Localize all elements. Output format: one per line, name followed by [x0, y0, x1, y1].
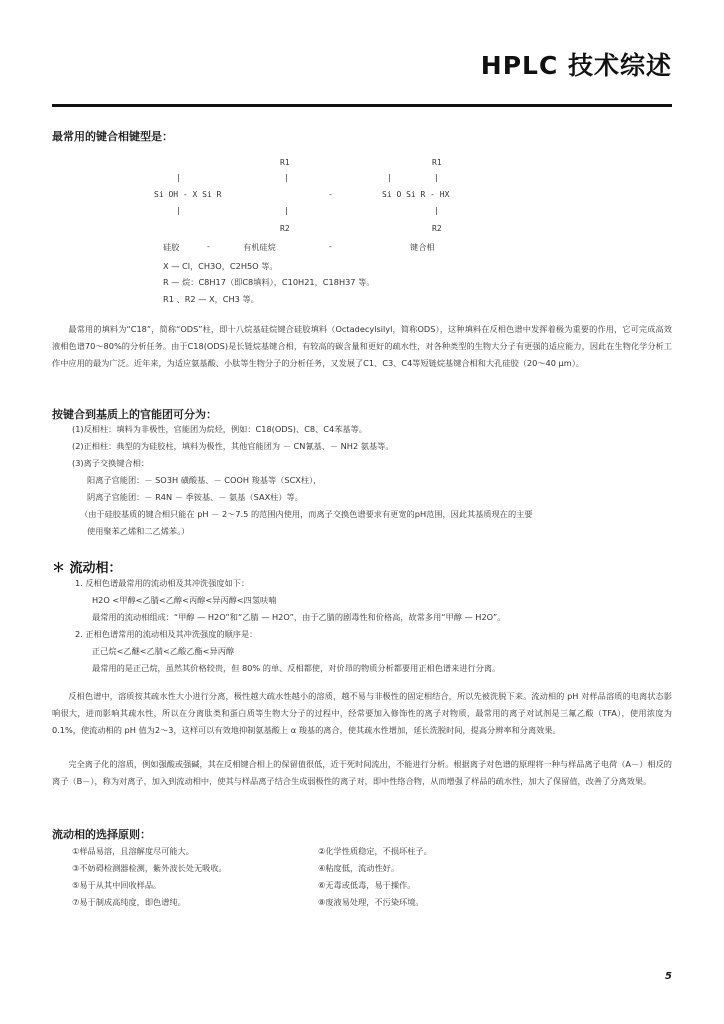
formula-bar: | — [434, 206, 439, 215]
label-silane: 有机硅烷 — [243, 242, 276, 252]
header-rule — [52, 104, 672, 107]
definition-x: X — Cl，CH3O，C2H5O 等。 — [163, 261, 278, 271]
ion-pair-paragraph: 完全离子化的溶质，例如强酸或强碱，其在反相键合相上的保留值很低，近于死时间流出，不能进行分析。根据离子对色谱的原理将一种与样品离子电荷（A－）相反的离子（B－），称为对离子，加入到流动相中，使其与样品离子结合生成弱极性的离子对，即中性络合物，从而增强了样品的疏水性，加大了保留值，改善了分离效果。 — [52, 759, 672, 786]
principle-item: ⑧废液易处理，不污染环境。 — [318, 897, 424, 907]
formula-bar: | — [284, 206, 289, 215]
mobile-phase-heading: ＊ 流动相： — [52, 561, 122, 576]
bonded-phase-heading: 最常用的键合相键型是： — [52, 130, 173, 143]
principle-item: ⑥无毒或低毒，易于操作。 — [318, 880, 416, 890]
list-item: （由于硅胶基质的键合相只能在 pH － 2～7.5 的范围内使用，而离子交换色谱要求有更宽的pH范围，因此其基质现在的主要 — [80, 509, 533, 519]
list-item: 使用聚苯乙烯和二乙烯苯。） — [87, 526, 190, 536]
formula-bar: | — [434, 173, 439, 182]
formula-bar: | — [284, 173, 289, 182]
page-title: HPLC 技术综述 — [480, 51, 672, 80]
formula-r2-left: R2 — [280, 224, 290, 233]
list-item: 最常用的流动相组成：“甲醇 — H2O”和“乙腈 — H2O”，由于乙腈的剧毒性和价格高，故常多用“甲醇 — H2O”。 — [92, 612, 506, 622]
list-item: 最常用的是正己烷，虽然其价格较贵，但 80% 的单、反相都使，对价昂的物质分析都要用正相色谱来进行分离。 — [92, 663, 501, 673]
list-item: H2O <甲醇<乙腈<乙醇<丙醇<异丙醇<四氢呋喃 — [92, 595, 277, 605]
formula-dash: - — [206, 242, 211, 251]
formula-right-chain: Si O Si R - HX — [382, 190, 450, 199]
page-number: 5 — [665, 971, 672, 982]
list-item: (3)离子交换键合相： — [72, 458, 150, 468]
reverse-phase-paragraph: 反相色谱中，溶质按其疏水性大小进行分离，极性越大疏水性越小的溶质，越不易与非极性的固定相结合，所以先被洗脱下来。流动相的 pH 对样品溶质的电离状态影响很大，进而影响其疏水性，所以在分离肽类和蛋白质等生物大分子的过程中，经常要加入修饰性的离子对物质，最常用的离子对试剂是三氟乙酸（TFA），使用浓度为 0.1%，使流动相的 pH 值为2～3，这样可以有效地抑制氨基酸上 α 羧基的离合，使其疏水性增加，延长洗脱时间，提高分辨率和分离效果。 — [52, 691, 672, 735]
list-item: (1)反相柱：填料为非极性，官能团为烷烃，例如：C18(ODS)、C8、C4苯基等。 — [72, 424, 367, 434]
label-silica: 硅胶 — [163, 242, 180, 252]
formula-bar: | — [176, 206, 181, 215]
definition-r1-r2: R1 、R2 — X，CH3 等。 — [163, 294, 259, 304]
principle-item: ⑤易于从其中回收样品。 — [72, 880, 162, 890]
formula-bar: | — [387, 173, 392, 182]
list-item: 正己烷<乙醚<乙腈<乙酸乙酯<异丙醇 — [92, 646, 235, 656]
list-item: 1. 反相色谱最常用的流动相及其冲洗强度如下： — [75, 578, 250, 588]
list-item: (2)正相柱：典型的为硅胶柱，填料为极性，其他官能团为 － CN氰基、－ NH2 氨基等。 — [72, 441, 394, 451]
principle-item: ②化学性质稳定，不损坏柱子。 — [318, 846, 432, 856]
definition-r: R — 烷：C8H17（即C8填料），C10H21，C18H37 等。 — [163, 277, 375, 287]
list-item: 2. 正相色谱常用的流动相及其冲洗强度的顺序是： — [75, 629, 258, 639]
formula-left-chain: Si OH - X Si R — [154, 190, 222, 199]
formula-r1-left: R1 — [280, 158, 290, 167]
label-bonded: 键合相 — [410, 242, 435, 252]
formula-r1-right: R1 — [432, 158, 442, 167]
list-item: 阴离子官能团：－ R4N － 季铵基、－ 氨基（SAX柱）等。 — [87, 492, 303, 502]
formula-dash: - — [328, 242, 333, 251]
c18-paragraph: 最常用的填料为“C18”，简称“ODS”柱，即十八烷基硅烷键合硅胶填料（Octadecylsilyl，简称ODS），这种填料在反相色谱中发挥着极为重要的作用，它可完成高效液相色谱70～80%的分析任务。由于C18(ODS)是长链烷基键合相，有较高的碳含量和更好的疏水性，对各种类型的生物大分子有更强的适应能力，因此在生物化学分析工作中应用的最为广泛。近年来，为适应氨基酸、小肽等生物分子的分析任务，又发展了C1、C3、C4等短链烷基键合相和大孔硅胶（20～40 μm）。 — [52, 324, 672, 368]
principle-item: ⑦易于制成高纯度，即色谱纯。 — [72, 897, 186, 907]
functional-group-heading: 按键合到基质上的官能团可分为： — [52, 408, 217, 421]
formula-r2-right: R2 — [432, 224, 442, 233]
selection-principles-heading: 流动相的选择原则： — [52, 828, 151, 841]
principle-item: ④粘度低，流动性好。 — [318, 863, 400, 873]
list-item: 阳离子官能团：－ SO3H 磺酸基、－ COOH 羧基等（SCX柱）， — [87, 475, 322, 485]
formula-bar: | — [176, 173, 181, 182]
formula-dash: - — [328, 190, 333, 199]
principle-item: ①样品易溶，且溶解度尽可能大。 — [72, 846, 194, 856]
principle-item: ③不妨碍检测器检测，紫外波长处无吸收。 — [72, 863, 227, 873]
